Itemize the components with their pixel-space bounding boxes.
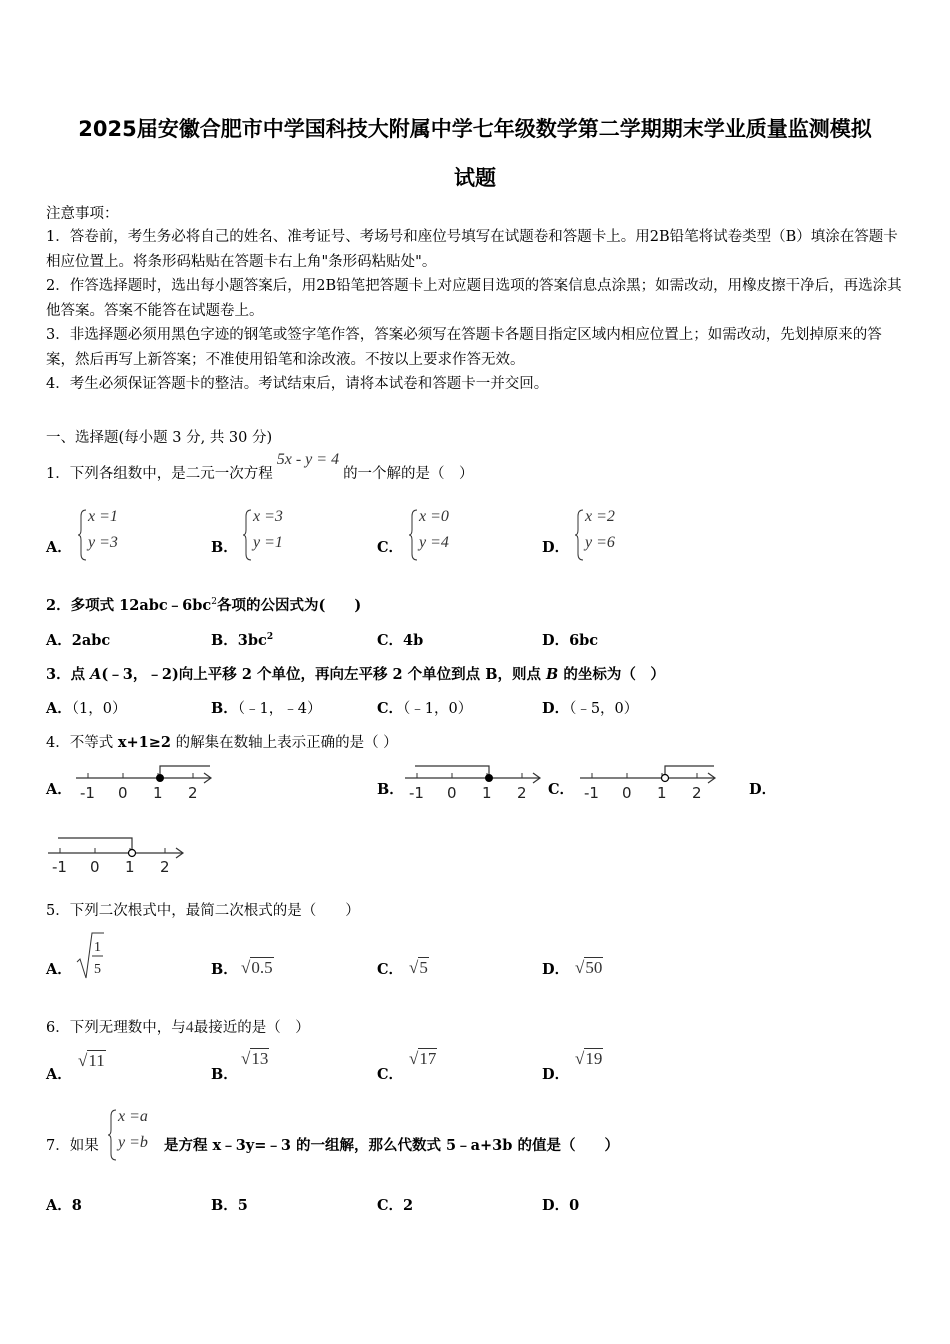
q3-a-value: （1，0） [71,701,127,717]
q2-sup: 2 [211,597,217,608]
radicand: 11 [88,1051,105,1070]
q1-a-row1: x =1 [88,508,118,525]
q7-c-value: 2 [403,1197,414,1214]
q1-option-b-system [243,508,303,564]
q3-a-label: A． [46,700,72,717]
q7-row1: x =a [118,1108,148,1125]
q3-option-b[interactable] [211,697,321,718]
q1-suffix: 的一个解的是（ ） [343,466,474,482]
fraction-numerator: 1 [94,940,101,955]
q2-a-label: A． [46,632,72,649]
document-title-line1: 2025届安徽合肥市中学国科技大附属中学七年级数学第二学期期末学业质量监测模拟 [78,117,872,141]
tick-label: 2 [160,858,170,876]
q6-option-c-label[interactable]: C． [377,1066,404,1083]
q3-d-label: D． [542,700,570,717]
tick-label: 0 [447,784,457,802]
tick-label: 0 [118,784,128,802]
q2-a-value: 2abc [71,632,111,649]
q2-suffix: 各项的公因式为( ) [216,597,362,614]
question-7-suffix [164,1134,619,1155]
q1-b-row2: y =1 [253,534,283,551]
q3-c-label: C． [377,700,404,717]
q5-option-a-sqrt [76,930,106,982]
q5-option-b-label[interactable]: B． [211,961,238,978]
q7-d-label: D． [542,1197,570,1214]
q3-text3: 的坐标为（ ） [558,666,665,683]
q7-option-c[interactable] [377,1194,413,1215]
question-2 [46,594,361,615]
notice-item-3: 3．非选择题必须用黑色字迹的钢笔或签字笔作答，答案必须写在答题卡各题目指定区域内相应位置上；如需改动，先划掉原来的答案，然后再写上新答案；不准使用铅笔和涂改液。不按以上要求作答无效。 [46,327,882,368]
notice-heading: 注意事项： [46,206,119,222]
q7-b-value: 5 [237,1197,248,1214]
q1-option-a-system [78,508,138,564]
q6-option-b-label[interactable]: B． [211,1066,238,1083]
q3-text1: 3．点 [46,666,91,683]
tick-label: -1 [584,784,599,802]
q2-b-sup: 2 [266,632,274,643]
tick-label: 1 [153,784,163,802]
q1-prefix: 1．下列各组数中，是二元一次方程 [46,466,273,482]
q1-b-row1: x =3 [253,508,283,525]
q6-option-c-sqrt: √17 [409,1049,437,1068]
q4-option-a-number-line [74,762,216,804]
q4-suffix: 的解集在数轴上表示正确的是（ ） [170,735,398,751]
tick-label: -1 [52,858,67,876]
q7-option-d[interactable] [542,1194,579,1215]
q4-option-c-number-line [578,762,720,804]
q2-option-b[interactable] [211,629,273,650]
q5-option-c-label[interactable]: C． [377,961,404,978]
question-1 [46,451,474,483]
q2-b-value: 3bc [237,632,267,649]
q1-option-c-label[interactable]: C． [377,539,404,556]
question-4 [46,731,398,752]
q6-prefix: 6．下列无理数中，与 [46,1020,186,1036]
q4-option-c-label[interactable]: C． [548,781,575,798]
notice-item-4: 4．考生必须保证答题卡的整洁。考试结束后，请将本试卷和答题卡一并交回。 [46,376,549,392]
q3-d-value: （﹣5，0） [569,701,639,717]
brace-icon [243,508,253,562]
q4-prefix: 4．不等式 [46,735,118,751]
notice-item-1: 1．答卷前，考生务必将自己的姓名、准考证号、考场号和座位号填写在试题卷和答题卡上。用2B铅笔将试卷类型（B）填涂在答题卡相应位置上。将条形码粘贴在答题卡右上角"条形码粘贴处"。 [46,229,898,270]
radicand: 0.5 [251,958,273,977]
q3-b-value: （﹣1，﹣4） [237,701,322,717]
tick-label: 0 [622,784,632,802]
q5-option-d-sqrt: √50 [575,958,603,977]
q2-prefix: 2．多项式 12abc﹣6bc [46,597,212,614]
q5-option-b-sqrt: √0.5 [241,958,273,977]
q4-option-d-number-line [46,832,188,876]
q3-b-label: B． [211,700,238,717]
q1-d-row1: x =2 [585,508,615,525]
q2-c-value: 4b [403,632,424,649]
q5-option-d-label[interactable]: D． [542,961,570,978]
q6-suffix: 最接近的是（ ） [193,1020,310,1036]
q1-option-a-label[interactable]: A． [46,539,72,556]
q1-option-b-label[interactable]: B． [211,539,238,556]
q2-c-label: C． [377,632,404,649]
q1-c-row1: x =0 [419,508,449,525]
q7-a-value: 8 [71,1197,82,1214]
q4-inequality: x+1≥2 [117,734,171,751]
q7-suffix-text: 是方程 x﹣3y=﹣3 的一组解，那么代数式 5﹣a+3b 的值是（ ） [164,1137,619,1154]
section-heading: 一、选择题(每小题 3 分, 共 30 分) [46,430,273,446]
brace-icon [409,508,419,562]
tick-label: -1 [80,784,95,802]
radicand: 19 [585,1049,603,1068]
radicand: 50 [585,958,603,977]
q1-option-c-system [409,508,469,564]
q2-d-value: 6bc [569,632,599,649]
q3-c-value: （﹣1，0） [403,701,473,717]
q4-option-b-number-line [403,762,545,804]
q1-option-d-label[interactable]: D． [542,539,570,556]
radicand: 17 [419,1049,437,1068]
q2-b-label: B． [211,632,238,649]
tick-label: 0 [90,858,100,876]
tick-label: 2 [517,784,527,802]
q7-b-label: B． [211,1197,238,1214]
q6-number: 4 [185,1019,194,1036]
tick-label: 1 [482,784,492,802]
radicand: 13 [251,1049,269,1068]
fraction-denominator: 5 [94,962,101,977]
brace-icon [575,508,585,562]
q6-option-a-sqrt: √11 [78,1051,105,1070]
tick-label: 2 [692,784,702,802]
q3-point-b: B [546,666,559,683]
q6-option-d-sqrt: √19 [575,1049,603,1068]
document-title-line2: 试题 [454,166,496,190]
q1-a-row2: y =3 [88,534,118,551]
question-6 [46,1016,310,1037]
q4-option-d-label[interactable]: D． [749,781,777,798]
q3-option-d[interactable] [542,697,638,718]
tick-label: 1 [657,784,667,802]
q2-option-a[interactable] [46,629,110,650]
q7-row2: y =b [118,1134,148,1151]
q7-system [108,1108,168,1164]
q3-option-a[interactable] [46,697,126,718]
q4-option-b-label[interactable]: B． [377,781,404,798]
question-7-prefix: 7．如果 [46,1138,99,1154]
q7-option-b[interactable] [211,1194,248,1215]
radicand: 5 [419,958,428,977]
tick-label: 1 [125,858,135,876]
tick-label: -1 [409,784,424,802]
q2-option-d[interactable] [542,629,598,650]
q3-point-a: A [90,666,102,683]
q1-c-row2: y =4 [419,534,449,551]
q1-d-row2: y =6 [585,534,615,551]
question-5: 5．下列二次根式中，最简二次根式的是（ ） [46,903,360,919]
q6-option-d-label[interactable]: D． [542,1066,570,1083]
brace-icon [78,508,88,562]
q6-option-a-label[interactable]: A． [46,1066,72,1083]
question-3 [46,663,665,684]
tick-label: 2 [188,784,198,802]
q1-option-d-system [575,508,635,564]
q4-option-a-label[interactable]: A． [46,781,72,798]
q2-option-c[interactable] [377,629,423,650]
q1-equation: 5x - y = 4 [276,451,340,468]
q7-d-value: 0 [569,1197,580,1214]
q7-c-label: C． [377,1197,404,1214]
q5-option-a-label[interactable]: A． [46,961,72,978]
q7-a-label: A． [46,1197,72,1214]
q5-option-c-sqrt: √5 [409,958,428,977]
q2-d-label: D． [542,632,570,649]
q7-option-a[interactable] [46,1194,82,1215]
q3-text2: (﹣3，﹣2)向上平移 2 个单位，再向左平移 2 个单位到点 B，则点 [101,666,547,683]
q3-option-c[interactable] [377,697,472,718]
notice-item-2: 2．作答选择题时，选出每小题答案后，用2B铅笔把答题卡上对应题目选项的答案信息点涂黑；如需改动，用橡皮擦干净后，再选涂其他答案。答案不能答在试题卷上。 [46,278,902,319]
brace-icon [108,1108,118,1162]
q6-option-b-sqrt: √13 [241,1049,269,1068]
